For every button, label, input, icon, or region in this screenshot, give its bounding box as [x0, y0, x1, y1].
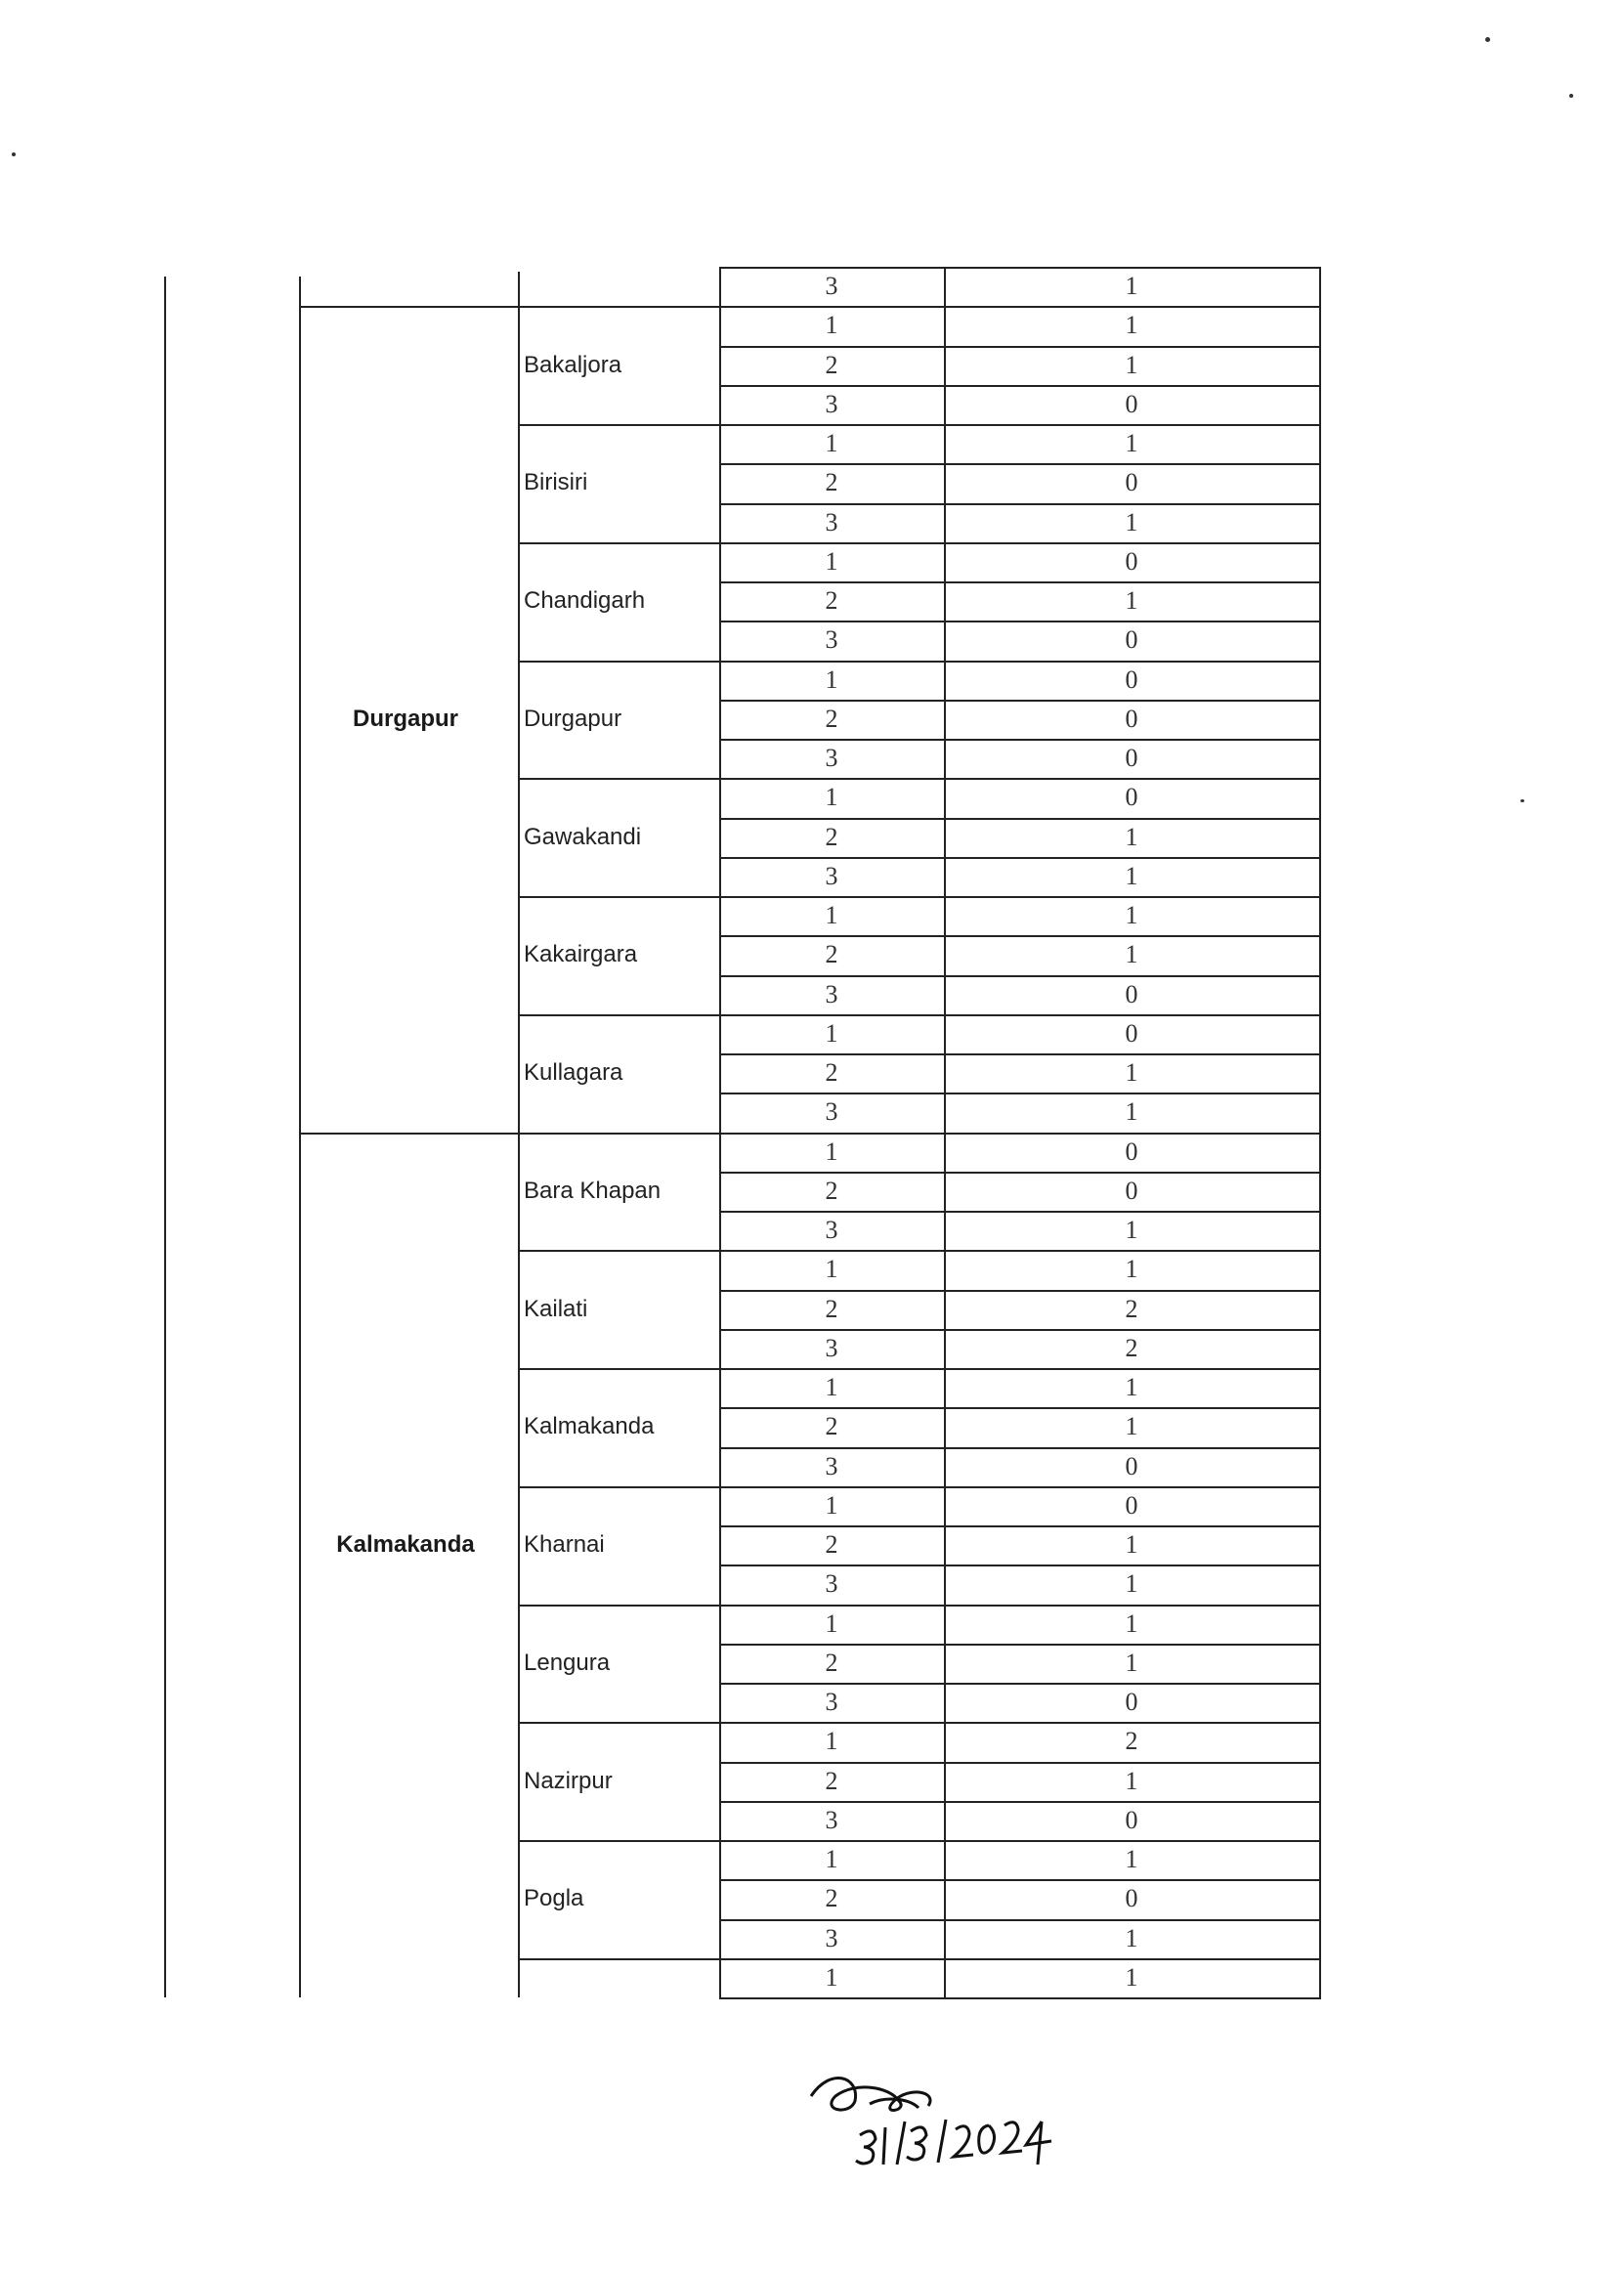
ward-number: 2 — [825, 1058, 838, 1087]
union-divider — [518, 778, 719, 780]
count-value: 1 — [1125, 1216, 1138, 1244]
count-value: 0 — [1125, 1136, 1138, 1166]
row-line — [719, 739, 1321, 741]
ward-number: 2 — [825, 1412, 838, 1441]
count-value: 0 — [1125, 704, 1138, 733]
row-line — [719, 1053, 1321, 1055]
ward-number: 2 — [825, 468, 838, 497]
count-value: 0 — [1125, 1451, 1138, 1480]
ward-number: 1 — [825, 1255, 838, 1284]
count-value: 0 — [1125, 468, 1138, 497]
union-divider — [518, 1722, 719, 1724]
row-line — [719, 1250, 1321, 1252]
count-value: 1 — [1125, 1412, 1138, 1441]
row-line — [719, 1447, 1321, 1449]
ward-number: 3 — [825, 1451, 838, 1480]
row-line — [719, 1565, 1321, 1566]
ward-number: 3 — [825, 1805, 838, 1834]
union-divider — [518, 1486, 719, 1488]
row-line — [719, 385, 1321, 387]
ward-number: 1 — [825, 546, 838, 576]
union-name: Kharnai — [524, 1531, 605, 1559]
ward-number: 2 — [825, 1648, 838, 1677]
scan-speck — [1485, 37, 1490, 42]
row-line — [719, 1722, 1321, 1724]
row-line — [719, 581, 1321, 583]
union-name: Bara Khapan — [524, 1177, 662, 1204]
ward-number: 2 — [825, 940, 838, 969]
ward-number: 3 — [825, 1569, 838, 1599]
count-value: 2 — [1125, 1333, 1138, 1362]
row-line — [719, 463, 1321, 465]
upazila-name: Kalmakanda — [336, 1531, 475, 1559]
ward-number: 1 — [825, 1018, 838, 1048]
row-line — [719, 346, 1321, 348]
row-line — [719, 857, 1321, 859]
ward-column-border — [719, 267, 721, 1997]
outer-right-border — [1319, 267, 1321, 1999]
count-value: 0 — [1125, 1805, 1138, 1834]
row-line — [719, 1762, 1321, 1764]
row-line — [719, 1801, 1321, 1803]
ward-number: 1 — [825, 1727, 838, 1756]
ward-number: 3 — [825, 1097, 838, 1127]
row-line — [719, 1093, 1321, 1094]
union-divider — [518, 1133, 719, 1135]
ward-number: 1 — [825, 429, 838, 457]
row-line — [719, 1014, 1321, 1016]
ward-number: 1 — [825, 1373, 838, 1401]
count-value: 0 — [1125, 1884, 1138, 1913]
union-name: Kalmakanda — [524, 1413, 655, 1440]
count-value: 1 — [1125, 311, 1138, 340]
ward-number: 1 — [825, 783, 838, 812]
union-divider — [518, 1250, 719, 1252]
ward-number: 2 — [825, 704, 838, 733]
row-line — [719, 1133, 1321, 1135]
row-line — [719, 1211, 1321, 1213]
ward-number: 3 — [825, 979, 838, 1008]
count-value: 1 — [1125, 1845, 1138, 1873]
ward-number: 3 — [825, 389, 838, 418]
union-name: Birisiri — [524, 469, 588, 496]
ward-number: 3 — [825, 744, 838, 772]
union-divider — [518, 542, 719, 544]
row-line — [719, 306, 1321, 308]
row-line — [719, 267, 1321, 269]
scan-speck — [12, 152, 16, 156]
count-value: 0 — [1125, 1176, 1138, 1205]
union-name: Lengura — [524, 1649, 611, 1676]
row-line — [719, 1407, 1321, 1409]
ward-number: 2 — [825, 586, 838, 615]
ward-number: 2 — [825, 1176, 838, 1205]
count-value: 1 — [1125, 1608, 1138, 1638]
outer-left-border — [164, 277, 166, 1997]
union-divider — [518, 306, 719, 308]
union-name: Kullagara — [524, 1059, 623, 1087]
count-value: 1 — [1125, 901, 1138, 929]
union-column-border — [518, 272, 520, 1997]
count-value: 0 — [1125, 664, 1138, 694]
ward-number: 3 — [825, 507, 838, 536]
count-value: 1 — [1125, 940, 1138, 969]
count-value: 0 — [1125, 389, 1138, 418]
row-line — [719, 661, 1321, 663]
union-divider — [518, 1840, 719, 1842]
count-value: 1 — [1125, 586, 1138, 615]
union-divider — [518, 896, 719, 898]
row-line — [719, 1486, 1321, 1488]
union-name: Gawakandi — [524, 823, 642, 850]
count-value: 1 — [1125, 1923, 1138, 1952]
ward-number: 1 — [825, 1845, 838, 1873]
count-value: 2 — [1125, 1727, 1138, 1756]
count-value: 1 — [1125, 1058, 1138, 1087]
union-divider — [518, 1605, 719, 1607]
ward-number: 1 — [825, 1962, 838, 1992]
ward-number: 1 — [825, 1608, 838, 1638]
union-divider — [518, 1958, 719, 1960]
count-value: 0 — [1125, 1018, 1138, 1048]
union-name: Chandigarh — [524, 587, 646, 615]
row-line — [719, 1644, 1321, 1646]
union-name: Bakaljora — [524, 351, 622, 378]
row-line — [719, 700, 1321, 702]
upazila-column-border — [299, 277, 301, 1997]
row-line — [719, 1919, 1321, 1921]
row-line — [719, 1958, 1321, 1960]
union-name: Nazirpur — [524, 1767, 613, 1794]
row-line — [719, 896, 1321, 898]
row-line — [719, 1683, 1321, 1685]
count-value: 2 — [1125, 1294, 1138, 1323]
count-value: 1 — [1125, 1373, 1138, 1401]
row-line — [719, 542, 1321, 544]
count-value: 0 — [1125, 625, 1138, 655]
row-line — [719, 1840, 1321, 1842]
scan-speck — [1569, 94, 1573, 98]
count-value: 1 — [1125, 1648, 1138, 1677]
ward-number: 3 — [825, 272, 838, 300]
ward-number: 1 — [825, 1136, 838, 1166]
count-value: 1 — [1125, 861, 1138, 890]
row-line — [719, 975, 1321, 977]
ward-number: 1 — [825, 1490, 838, 1520]
scan-speck — [1520, 799, 1524, 802]
ward-number: 1 — [825, 664, 838, 694]
union-name: Durgapur — [524, 705, 622, 732]
row-line — [719, 503, 1321, 505]
count-value: 0 — [1125, 783, 1138, 812]
count-value: 1 — [1125, 1255, 1138, 1284]
union-name: Pogla — [524, 1885, 584, 1912]
count-value: 1 — [1125, 350, 1138, 379]
upazila-divider — [299, 306, 518, 308]
union-divider — [518, 661, 719, 663]
count-value: 1 — [1125, 1530, 1138, 1559]
row-line — [719, 1329, 1321, 1331]
union-divider — [518, 1368, 719, 1370]
count-value: 1 — [1125, 429, 1138, 457]
count-value: 0 — [1125, 979, 1138, 1008]
upazila-name: Durgapur — [353, 705, 458, 732]
row-line — [719, 778, 1321, 780]
union-name: Kailati — [524, 1295, 588, 1322]
count-value: 1 — [1125, 1097, 1138, 1127]
ward-number: 3 — [825, 861, 838, 890]
ward-number: 3 — [825, 1923, 838, 1952]
ward-number: 2 — [825, 1884, 838, 1913]
row-line — [719, 1605, 1321, 1607]
row-line — [719, 1368, 1321, 1370]
count-value: 1 — [1125, 822, 1138, 851]
row-line — [719, 621, 1321, 622]
count-value: 0 — [1125, 744, 1138, 772]
ward-number: 1 — [825, 901, 838, 929]
row-line — [719, 1290, 1321, 1292]
row-line — [719, 1879, 1321, 1881]
count-value: 1 — [1125, 507, 1138, 536]
ward-number: 2 — [825, 822, 838, 851]
count-value: 1 — [1125, 272, 1138, 300]
count-value: 0 — [1125, 1490, 1138, 1520]
row-line — [719, 935, 1321, 937]
row-line — [719, 1172, 1321, 1174]
ward-number: 3 — [825, 1333, 838, 1362]
ward-number: 3 — [825, 625, 838, 655]
ward-number: 2 — [825, 1530, 838, 1559]
row-line — [719, 1525, 1321, 1527]
union-divider — [518, 424, 719, 426]
count-value: 1 — [1125, 1962, 1138, 1992]
count-value: 0 — [1125, 1688, 1138, 1716]
row-line — [719, 424, 1321, 426]
count-value: 1 — [1125, 1766, 1138, 1795]
ward-number: 2 — [825, 350, 838, 379]
ward-number: 2 — [825, 1766, 838, 1795]
handwritten-signature — [801, 2057, 1065, 2194]
ward-number: 3 — [825, 1688, 838, 1716]
ward-number: 1 — [825, 311, 838, 340]
union-name: Kakairgara — [524, 941, 638, 968]
upazila-divider — [299, 1133, 518, 1135]
count-value: 1 — [1125, 1569, 1138, 1599]
count-column-border — [944, 267, 946, 1997]
row-line — [719, 818, 1321, 820]
row-line — [719, 1997, 1321, 1999]
union-divider — [518, 1014, 719, 1016]
count-value: 0 — [1125, 546, 1138, 576]
ward-number: 3 — [825, 1216, 838, 1244]
ward-number: 2 — [825, 1294, 838, 1323]
